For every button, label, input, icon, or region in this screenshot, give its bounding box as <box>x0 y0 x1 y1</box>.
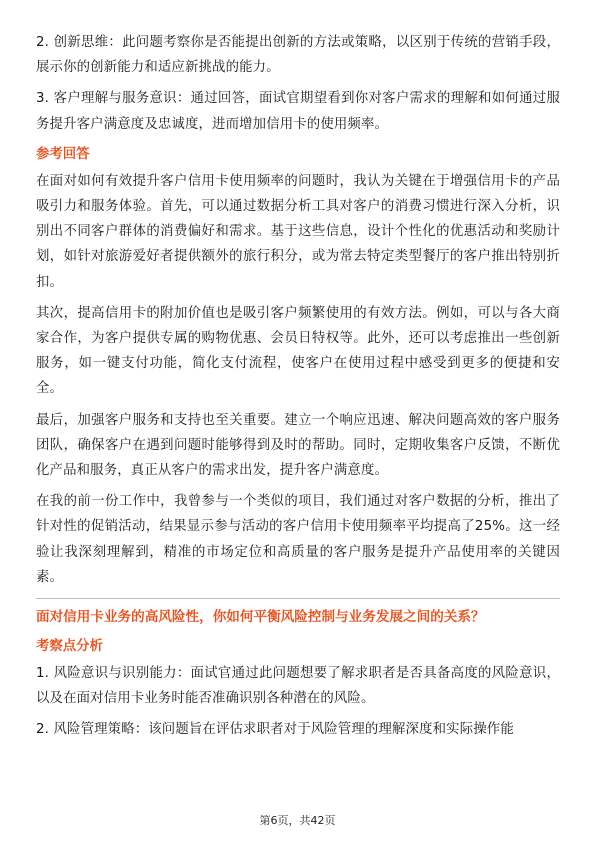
section-divider <box>36 598 560 599</box>
page-number: 第6页，共42页 <box>259 814 336 827</box>
question-title: 面对信用卡业务的高风险性，你如何平衡风险控制与业务发展之间的关系？ <box>36 609 485 626</box>
answer-paragraph: 其次，提高信用卡的附加价值也是吸引客户频繁使用的有效方法。例如，可以与各大商家合作，为客户提供专属的购物优惠、会员日特权等。此外，还可以考虑推出一些创新服务，如一键支付功能，简化支付流程，使客户在使用过程中感受到更多的便捷和安全。 <box>36 305 560 397</box>
analysis-point-risk-strategy: 2. 风险管理策略：该问题旨在评估求职者对于风险管理的理解深度和实际操作能 <box>36 722 514 738</box>
document-page <box>36 30 560 749</box>
point-customer-understanding: 3. 客户理解与服务意识：通过回答，面试官期望看到你对客户需求的理解和如何通过服务提升客户满意度及忠诚度，进而增加信用卡的使用频率。 <box>36 91 560 132</box>
answer-paragraph: 在面对如何有效提升客户信用卡使用频率的问题时，我认为关键在于增强信用卡的产品吸引力和服务体验。首先，可以通过数据分析工具对客户的消费习惯进行深入分析，识别出不同客户群体的消费偏好和需求。基于这些信息，设计个性化的优惠活动和奖励计划，如针对旅游爱好者提供额外的旅行积分，或为常去特定类型餐厅的客户推出特别折扣。 <box>36 173 560 290</box>
analysis-heading: 考察点分析 <box>36 639 103 655</box>
reference-answer-heading: 参考回答 <box>36 146 90 162</box>
analysis-point-risk-awareness: 1. 风险意识与识别能力：面试官通过此问题想要了解求职者是否具备高度的风险意识，以及在面对信用卡业务时能否准确识别各种潜在的风险。 <box>36 666 560 707</box>
answer-paragraph: 在我的前一份工作中，我曾参与一个类似的项目，我们通过对客户数据的分析，推出了针对性的促销活动，结果显示参与活动的客户信用卡使用频率平均提高了25%。这一经验让我深刻理解到，精准的市场定位和高质量的客户服务是提升产品使用率的关键因素。 <box>36 494 560 585</box>
answer-paragraph: 最后，加强客户服务和支持也至关重要。建立一个响应迅速、解决问题高效的客户服务团队，确保客户在遇到问题时能够得到及时的帮助。同时，定期收集客户反馈，不断优化产品和服务，真正从客户的需求出发，提升客户满意度。 <box>36 412 560 479</box>
point-innovation: 2. 创新思维：此问题考察你是否能提出创新的方法或策略，以区别于传统的营销手段，展示你的创新能力和适应新挑战的能力。 <box>36 35 560 76</box>
